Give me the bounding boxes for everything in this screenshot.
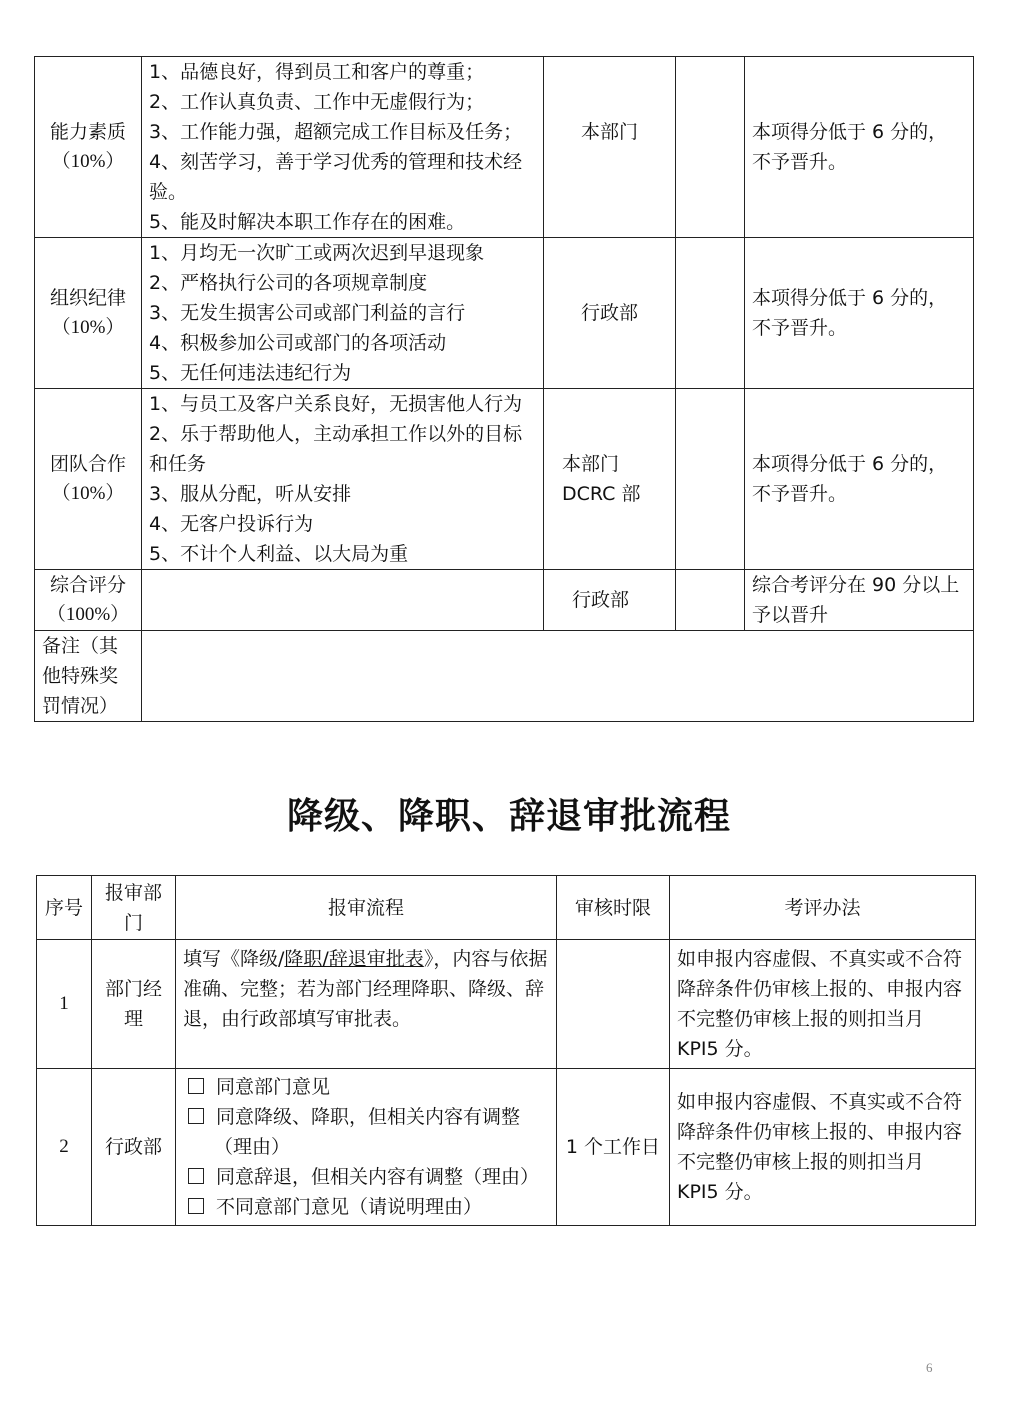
dept-cell: 行政部 — [92, 1069, 176, 1226]
criteria-item: 3、工作能力强，超额完成工作目标及任务； — [149, 121, 523, 143]
category-cell — [35, 570, 142, 631]
dept-cell: 行政部 — [544, 238, 676, 389]
dept-cell: 部门经理 — [92, 940, 176, 1069]
option-label: 不同意部门意见（请说明理由） — [216, 1196, 483, 1218]
table-row — [37, 940, 976, 1069]
dept-line: DCRC 部 — [562, 483, 641, 505]
table-row — [35, 57, 974, 238]
header-row — [37, 876, 976, 940]
option-item[interactable] — [188, 1192, 549, 1222]
note-cell: 综合考评分在 90 分以上予以晋升 — [745, 570, 974, 631]
checkbox-icon[interactable] — [188, 1168, 204, 1184]
score-cell — [676, 238, 745, 389]
process-cell — [176, 940, 557, 1069]
category-label: 能力素质 — [49, 121, 126, 143]
checkbox-icon[interactable] — [188, 1198, 204, 1214]
remarks-label: 备注（其他特殊奖罚情况） — [35, 631, 142, 722]
option-item[interactable] — [188, 1072, 549, 1102]
criteria-item: 1、月均无一次旷工或两次迟到早退现象 — [149, 242, 485, 264]
category-label: 组织纪律 — [49, 287, 126, 309]
criteria-item: 4、积极参加公司或部门的各项活动 — [149, 332, 447, 354]
score-cell — [676, 570, 745, 631]
criteria-cell — [142, 570, 544, 631]
option-label: 同意辞退，但相关内容有调整（理由） — [216, 1166, 540, 1188]
category-cell — [35, 238, 142, 389]
category-cell — [35, 57, 142, 238]
criteria-item: 1、品德良好，得到员工和客户的尊重； — [149, 61, 485, 83]
approval-process-table — [36, 875, 976, 1226]
criteria-item: 3、服从分配，听从安排 — [149, 483, 352, 505]
weight-label: （10%） — [51, 483, 125, 504]
criteria-item: 5、不计个人利益、以大局为重 — [149, 543, 409, 565]
time-limit-cell — [557, 940, 670, 1069]
criteria-item: 2、严格执行公司的各项规章制度 — [149, 272, 428, 294]
option-item[interactable] — [188, 1162, 549, 1192]
criteria-cell — [142, 389, 544, 570]
method-cell: 如申报内容虚假、不真实或不合符降辞条件仍审核上报的、申报内容不完整仍审核上报的则扣当月 KPI5 分。 — [670, 1069, 976, 1226]
time-limit-cell: 1 个工作日 — [557, 1069, 670, 1226]
dept-cell — [544, 389, 676, 570]
table-row — [35, 238, 974, 389]
method-cell: 如申报内容虚假、不真实或不合符降辞条件仍审核上报的、申报内容不完整仍审核上报的则扣当月 KPI5 分。 — [670, 940, 976, 1069]
dept-line: 本部门 — [562, 453, 620, 475]
criteria-item: 2、乐于帮助他人，主动承担工作以外的目标和任务 — [149, 423, 523, 475]
header-dept: 报审部门 — [92, 876, 176, 940]
remarks-row — [35, 631, 974, 722]
table-row — [35, 389, 974, 570]
category-label: 综合评分 — [49, 574, 126, 596]
category-label: 团队合作 — [49, 453, 126, 475]
options-cell — [176, 1069, 557, 1226]
option-label: 同意部门意见 — [216, 1076, 331, 1098]
header-time-limit: 审核时限 — [557, 876, 670, 940]
process-text: 》，内容与依据准确、完整；若为部门经理降职、降级、辞退，由行政部填写审批表。 — [183, 948, 548, 1030]
summary-row — [35, 570, 974, 631]
header-method: 考评办法 — [670, 876, 976, 940]
criteria-item: 1、与员工及客户关系良好，无损害他人行为 — [149, 393, 523, 415]
remarks-content — [142, 631, 974, 722]
checkbox-icon[interactable] — [188, 1108, 204, 1124]
note-cell: 本项得分低于 6 分的，不予晋升。 — [745, 389, 974, 570]
option-item[interactable] — [188, 1102, 549, 1162]
score-cell — [676, 57, 745, 238]
weight-label: （100%） — [46, 604, 130, 625]
criteria-cell — [142, 57, 544, 238]
weight-label: （10%） — [51, 317, 125, 338]
note-cell: 本项得分低于 6 分的，不予晋升。 — [745, 238, 974, 389]
option-label: 同意降级、降职，但相关内容有调整（理由） — [214, 1106, 521, 1158]
criteria-item: 5、无任何违法违纪行为 — [149, 362, 352, 384]
section-title: 降级、降职、辞退审批流程 — [286, 796, 731, 837]
header-seq: 序号 — [37, 876, 92, 940]
criteria-item: 4、无客户投诉行为 — [149, 513, 314, 535]
seq-cell: 2 — [37, 1069, 92, 1226]
dept-cell: 本部门 — [544, 57, 676, 238]
table-row — [37, 1069, 976, 1226]
criteria-item: 2、工作认真负责、工作中无虚假行为； — [149, 91, 485, 113]
category-cell — [35, 389, 142, 570]
criteria-cell — [142, 238, 544, 389]
weight-label: （10%） — [51, 151, 125, 172]
checkbox-icon[interactable] — [188, 1078, 204, 1094]
criteria-item: 3、无发生损害公司或部门利益的言行 — [149, 302, 466, 324]
header-process: 报审流程 — [176, 876, 557, 940]
promotion-criteria-table — [34, 56, 974, 722]
score-cell — [676, 389, 745, 570]
page-number: 6 — [926, 1360, 933, 1375]
process-form-name: 降职/辞退审批表 — [284, 948, 424, 970]
seq-cell: 1 — [37, 940, 92, 1069]
criteria-item: 4、刻苦学习，善于学习优秀的管理和技术经验。 — [149, 151, 523, 203]
note-cell: 本项得分低于 6 分的，不予晋升。 — [745, 57, 974, 238]
process-text: 填写《降级/ — [183, 948, 285, 970]
criteria-item: 5、能及时解决本职工作存在的困难。 — [149, 211, 466, 233]
dept-cell: 行政部 — [544, 570, 676, 631]
